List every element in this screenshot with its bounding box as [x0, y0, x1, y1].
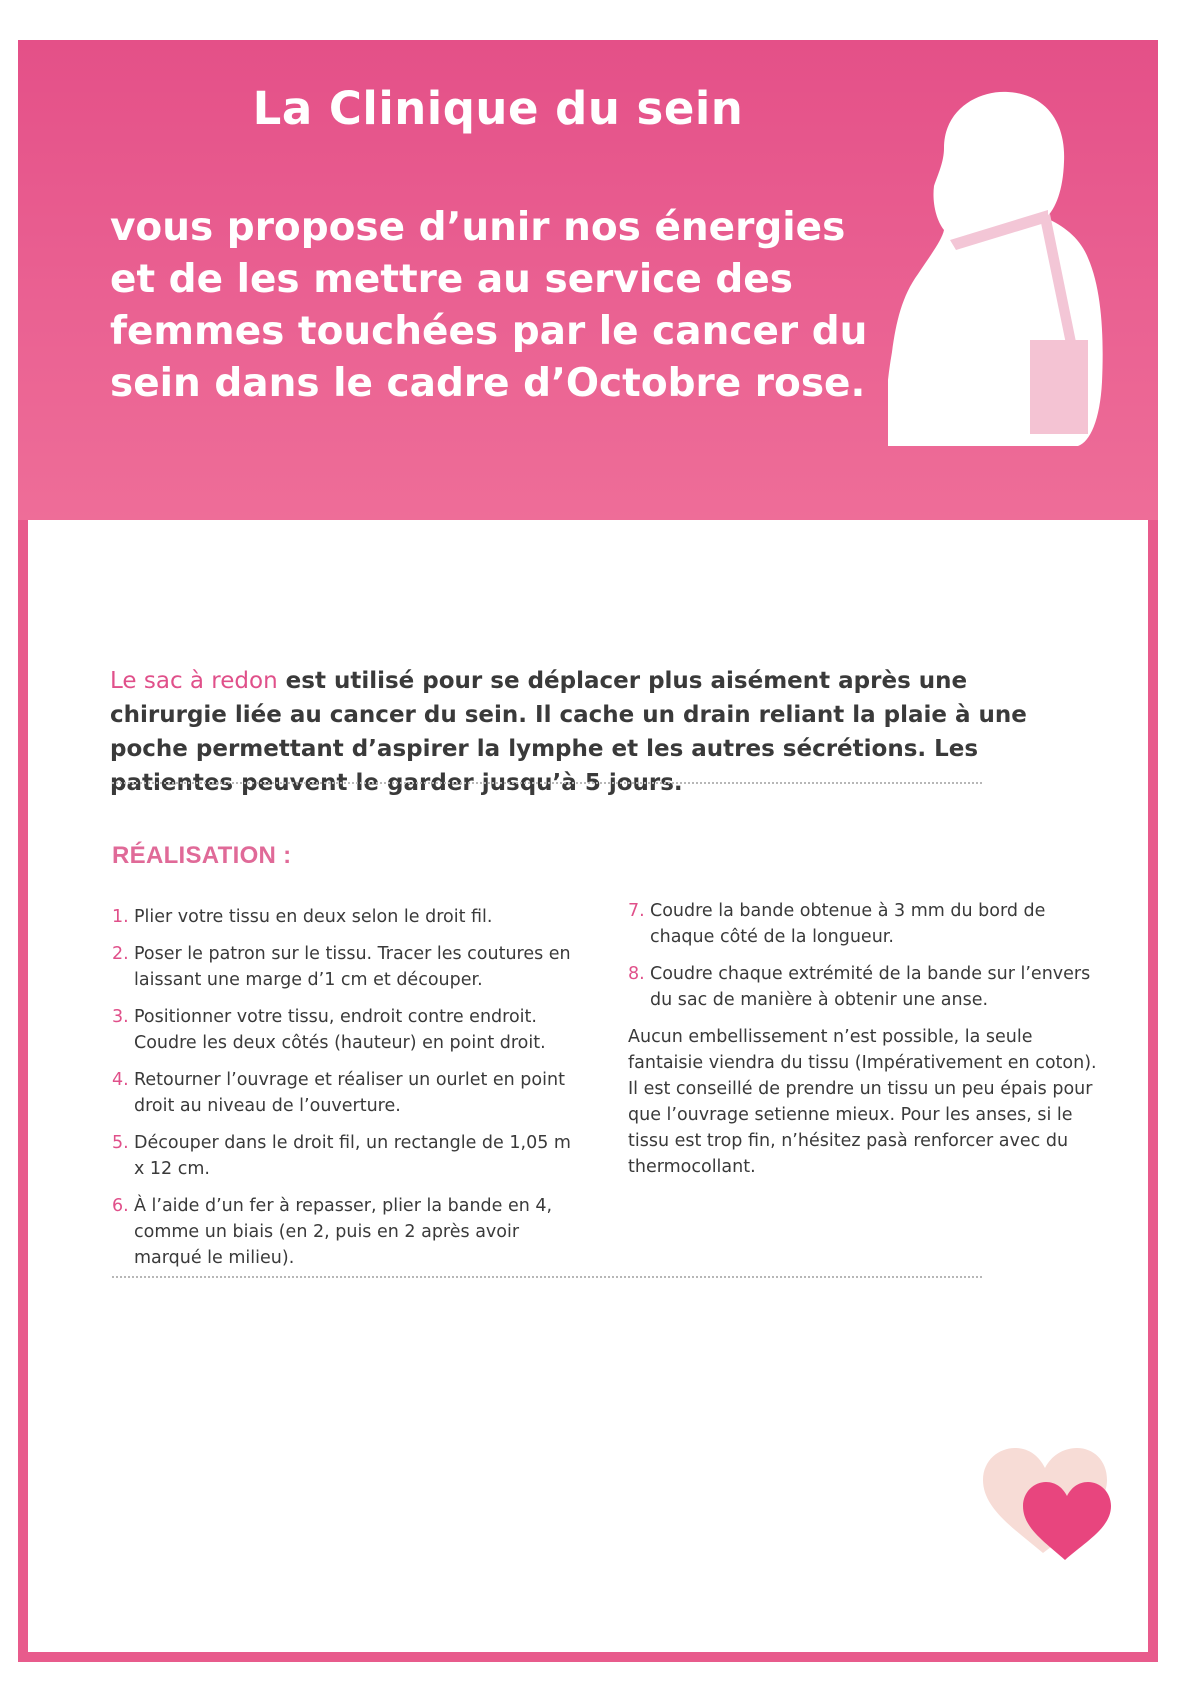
hearts-icon: [973, 1438, 1123, 1568]
intro-highlight: Le sac à redon: [110, 668, 278, 694]
intro-text: est utilisé pour se déplacer plus aisément après une chirurgie liée au cancer du sein. Il cache un drain reliant la plaie à une poche permettant d’aspirer la lymphe et les autres sécrétions. Les patientes peuvent le garder jusqu’à 5 jours.: [110, 668, 1027, 796]
step-number: 1.: [112, 907, 129, 927]
step-text: Coudre chaque extrémité de la bande sur l’envers du sac de manière à obtenir une anse.: [650, 964, 1091, 1010]
header-banner: [18, 40, 1158, 520]
step-text: À l’aide d’un fer à repasser, plier la bande en 4, comme un biais (en 2, puis en 2 après avoir marqué le milieu).: [134, 1196, 553, 1268]
woman-with-bag-illustration: [888, 90, 1128, 480]
subtitle-line: sein dans le cadre d’Octobre rose.: [110, 361, 866, 406]
step-item: [112, 1004, 582, 1056]
step-text: Découper dans le droit fil, un rectangle de 1,05 m x 12 cm.: [134, 1133, 571, 1179]
subtitle-line: et de les mettre au service des: [110, 257, 793, 302]
subtitle-line: femmes touchées par le cancer du: [110, 309, 868, 354]
step-number: 3.: [112, 1007, 129, 1027]
step-item: [112, 904, 582, 930]
step-number: 2.: [112, 944, 129, 964]
step-number: 4.: [112, 1070, 129, 1090]
intro-paragraph: [110, 664, 1070, 800]
dotted-divider: [112, 782, 982, 784]
step-text: Plier votre tissu en deux selon le droit fil.: [134, 907, 493, 927]
steps-list-right: [628, 898, 1108, 1180]
step-item: [628, 898, 1108, 950]
steps-list-left: [112, 904, 582, 1282]
step-number: 7.: [628, 901, 645, 921]
subtitle-line: vous propose d’unir nos énergies: [110, 205, 846, 250]
redon-bag: [1030, 340, 1088, 434]
tips-note: Aucun embellissement n’est possible, la seule fantaisie viendra du tissu (Impérativement en coton). Il est conseillé de prendre un tissu un peu épais pour que l’ouvrage setienne mieux. Pour les anses, si le tissu est trop fin, n’hésitez pasà renforcer avec du thermocollant.: [628, 1027, 1097, 1177]
step-item: [112, 1193, 582, 1271]
dotted-divider: [112, 1276, 982, 1278]
step-item: [112, 941, 582, 993]
page-title: La Clinique du sein: [252, 82, 744, 135]
step-text: Retourner l’ouvrage et réaliser un ourlet en point droit au niveau de l’ouverture.: [134, 1070, 565, 1116]
step-text: Positionner votre tissu, endroit contre endroit. Coudre les deux côtés (hauteur) en point droit.: [134, 1007, 546, 1053]
header-subtitle: [110, 202, 910, 410]
step-item: [112, 1067, 582, 1119]
step-item: [628, 961, 1108, 1013]
step-number: 6.: [112, 1196, 129, 1216]
realisation-heading: RÉALISATION :: [112, 842, 292, 869]
step-text: Coudre la bande obtenue à 3 mm du bord de chaque côté de la longueur.: [650, 901, 1046, 947]
step-number: 8.: [628, 964, 645, 984]
step-number: 5.: [112, 1133, 129, 1153]
step-item: [112, 1130, 582, 1182]
step-text: Poser le patron sur le tissu. Tracer les coutures en laissant une marge d’1 cm et découper.: [134, 944, 571, 990]
page-frame: [18, 40, 1158, 1662]
